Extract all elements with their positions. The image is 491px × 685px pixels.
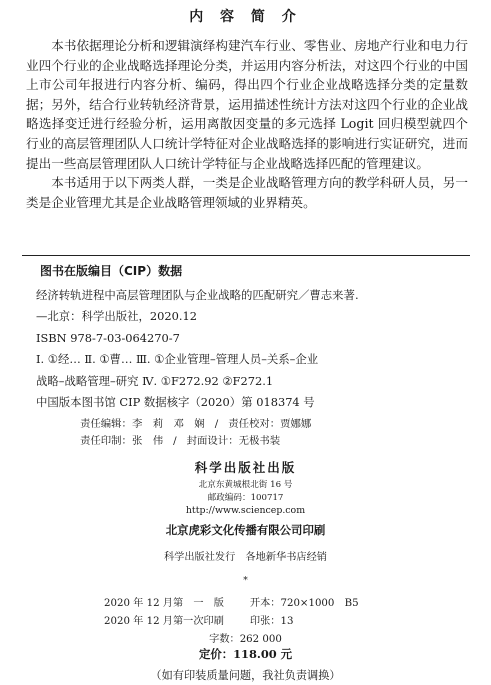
section-divider [22,255,470,256]
cip-line: Ⅰ. ①经… Ⅱ. ①曹… Ⅲ. ①企业管理–管理人员–关系–企业 [36,352,319,367]
cover-design-value: 无极书装 [238,435,281,447]
credits-line-production: 责任印制：张 伟 / 封面设计：无极书装 [80,435,281,447]
format-value: 开本：720×1000 B5 [249,598,359,609]
credits-line-editors: 责任编辑：李 莉 邓 娴 / 责任校对：贾娜娜 [80,418,312,430]
asterisk-separator: * [243,576,248,586]
printing-line [104,612,293,627]
cip-heading: 图书在版编目（CIP）数据 [40,264,183,278]
edition-value: 2020 年 12 月第 一 版 [104,598,224,609]
edition-line [104,594,359,609]
cip-line: ISBN 978-7-03-064270-7 [36,330,180,345]
summary-paragraph: 本书适用于以下两类人群，一类是企业战略管理方向的教学科研人员，另一类是企业管理尤其是企业战略管理领域的业界精英。 [26,175,468,210]
cip-line: —北京：科学出版社，2020.12 [36,309,198,324]
publisher-address: 北京东黄城根北街 16 号 [198,480,293,490]
cip-data-block [36,285,466,413]
word-count: 字数：262 000 [209,634,282,645]
cip-line: 中国版本图书馆 CIP 数据核字（2020）第 018374 号 [36,395,315,410]
printer-name: 北京虎彩文化传播有限公司印刷 [165,523,326,537]
proofreader-value: 贾娜娜 [280,418,312,430]
print-manager-value: 张 伟 [131,435,164,447]
content-summary [26,36,468,212]
proofreader-label: 责任校对： [228,418,281,430]
print-manager-label: 责任印制： [80,435,132,447]
summary-paragraph: 本书依据理论分析和逻辑演绎构建汽车行业、零售业、房地产行业和电力行业四个行业的企业战略选择理论分类，并运用内容分析法，对这四个行业的中国上市公司年报进行内容分析、编码，得出四个行业企业战略选择分类的定量数据；另外，结合行业转轨经济背景，运用描述性统计方法对这四个行业的企业战略选择变迁进行经验分析，运用离散因变量的多元选择 Logit 回归模型就四个行业的高层管理团队人口统计学特征对企业战略选择的影响进行实证研究，进而提出一些高层管理团队人口统计学特征与企业战略选择匹配的管理建议。 [26,38,468,171]
sheets-value: 印张：13 [249,616,294,627]
cip-line: 经济转轨进程中高层管理团队与企业战略的匹配研究／曹志来著. [36,288,359,302]
publisher-zip: 邮政编码：100717 [207,493,284,503]
publisher-name: 科学出版社出版 [194,460,297,475]
editor-label: 责任编辑： [80,418,132,430]
printing-value: 2020 年 12 月第一次印刷 [104,616,224,627]
cover-design-label: 封面设计： [186,435,239,447]
editor-value: 李 莉 邓 娴 [131,418,205,430]
page-title: 内 容 简 介 [189,9,302,25]
quality-notice: （如有印装质量问题，我社负责调换） [150,669,341,682]
distribution-line: 科学出版社发行 各地新华书店经销 [164,552,327,563]
publisher-url: http://www.sciencep.com [185,505,306,516]
price: 定价：118.00 元 [198,647,293,661]
cip-line: 战略–战略管理–研究 Ⅳ. ①F272.92 ②F272.1 [36,373,274,388]
